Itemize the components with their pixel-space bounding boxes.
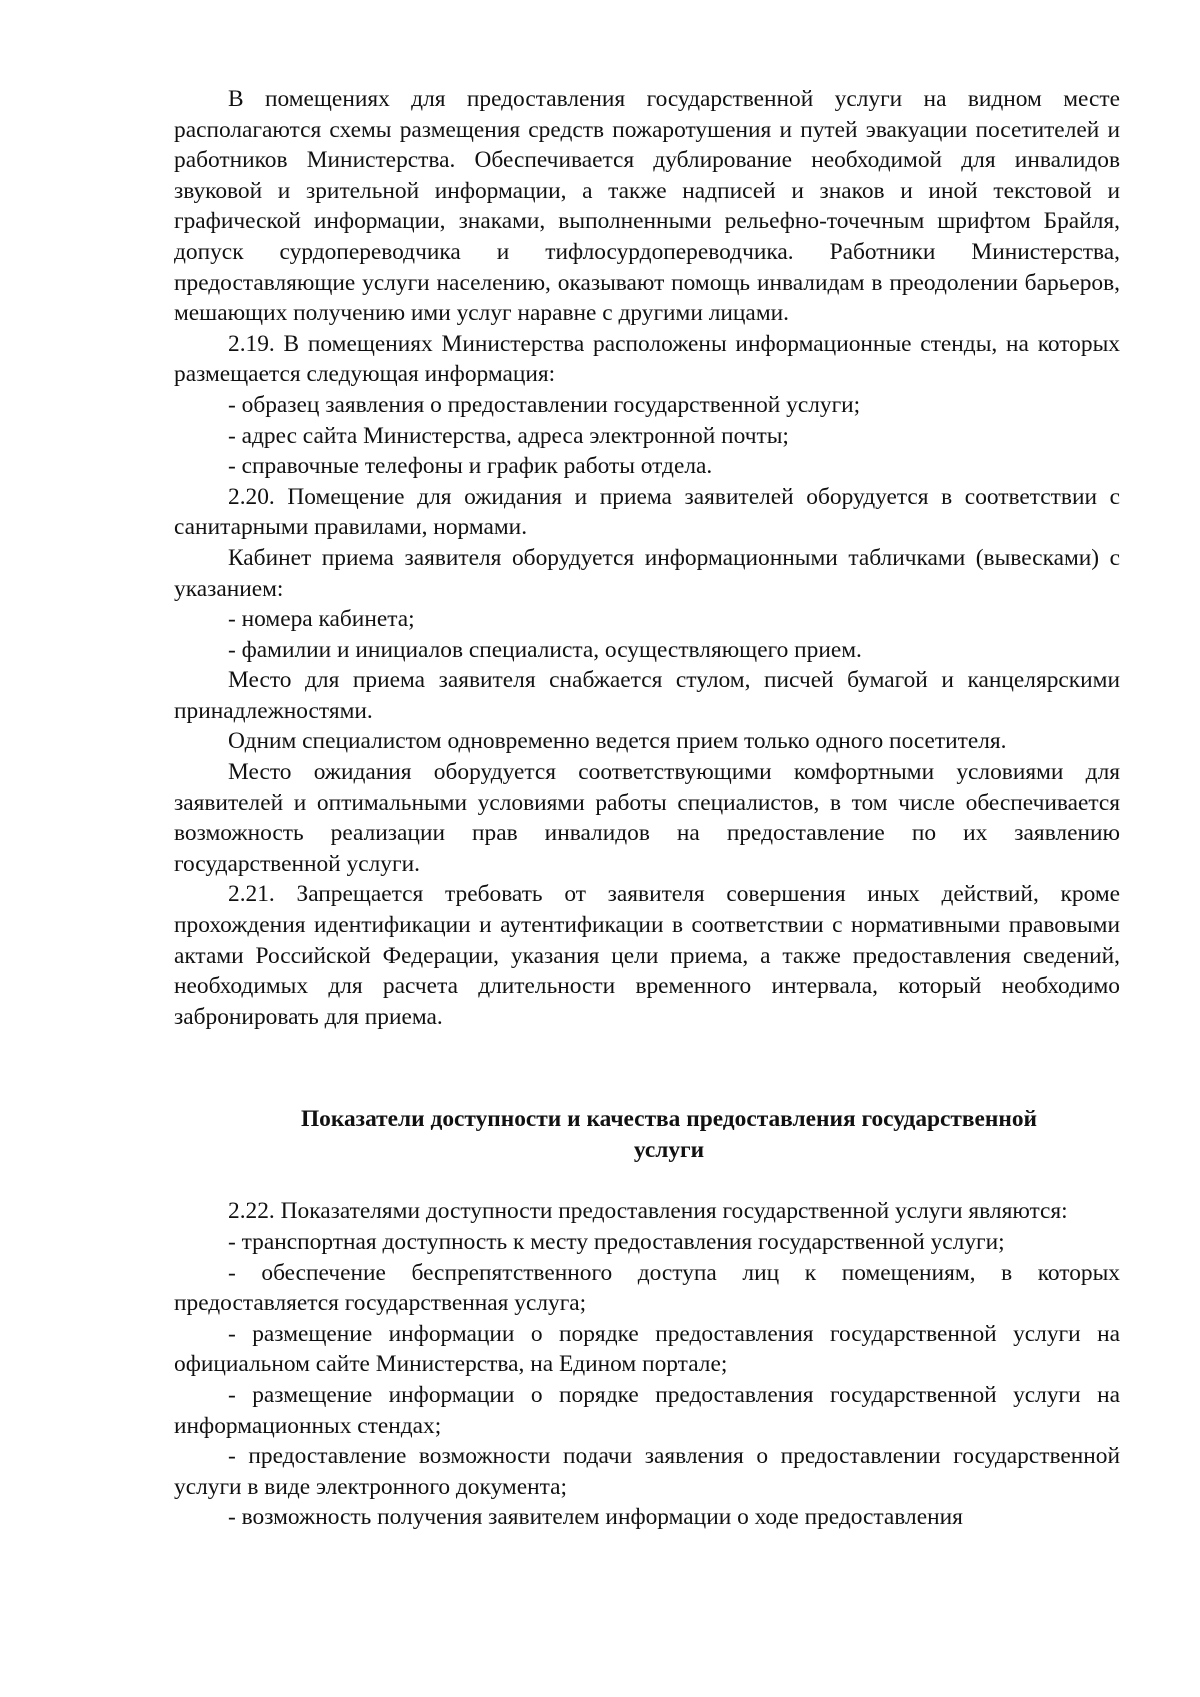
- list-item: - адрес сайта Министерства, адреса электронной почты;: [228, 422, 789, 449]
- list-item: - фамилии и инициалов специалиста, осуществляющего прием.: [228, 636, 862, 663]
- list-item: - номера кабинета;: [228, 606, 415, 633]
- list-item: - обеспечение беспрепятственного доступа лиц к помещениям, в которых предоставляется государственная услуга;: [174, 1259, 1120, 1317]
- section-heading-line: услуги: [633, 1137, 705, 1164]
- list-item: - справочные телефоны и график работы отдела.: [228, 453, 713, 480]
- list-item: - размещение информации о порядке предоставления государственной услуги на информационных стендах;: [174, 1381, 1120, 1439]
- document-body: [174, 84, 1120, 1533]
- paragraph-waiting-place: Место ожидания оборудуется соответствующими комфортными условиями для заявителей и оптимальными условиями работы специалистов, в том числе обеспечивается возможность реализации прав инвалидов на предоставление по их заявлению государственной услуги.: [174, 759, 1120, 877]
- paragraph-accessibility: В помещениях для предоставления государственной услуги на видном месте располагаются схемы размещения средств пожаротушения и путей эвакуации посетителей и работников Министерства. Обеспечивается дублирование необходимой для инвалидов звуковой и зрительной информации, а также надписей и знаков и иной текстовой и графической информации, знаками, выполненными рельефно-точечным шрифтом Брайля, допуск сурдопереводчика и тифлосурдопереводчика. Работники Министерства, предоставляющие услуги населению, оказывают помощь инвалидам в преодолении барьеров, мешающих получению ими услуг наравне с другими лицами.: [174, 86, 1120, 327]
- paragraph-2-19: 2.19. В помещениях Министерства расположены информационные стенды, на которых размещается следующая информация:: [174, 330, 1120, 388]
- paragraph-reception-place: Место для приема заявителя снабжается стулом, писчей бумагой и канцелярскими принадлежностями.: [174, 667, 1120, 724]
- section-heading: [174, 1104, 1120, 1166]
- paragraph-cabinet: Кабинет приема заявителя оборудуется информационными табличками (вывесками) с указанием:: [174, 544, 1120, 602]
- list-item: - возможность получения заявителем информации о ходе предоставления: [228, 1504, 963, 1531]
- paragraph-one-visitor: Одним специалистом одновременно ведется прием только одного посетителя.: [228, 728, 1007, 755]
- paragraph-2-20: 2.20. Помещение для ожидания и приема заявителей оборудуется в соответствии с санитарными правилами, нормами.: [174, 483, 1120, 541]
- paragraph-2-21: 2.21. Запрещается требовать от заявителя совершения иных действий, кроме прохождения идентификации и аутентификации в соответствии с нормативными правовыми актами Российской Федерации, указания цели приема, а также предоставления сведений, необходимых для расчета длительности временного интервала, который необходимо забронировать для приема.: [174, 881, 1120, 1030]
- list-item: - образец заявления о предоставлении государственной услуги;: [228, 391, 861, 418]
- list-item: - предоставление возможности подачи заявления о предоставлении государственной услуги в виде электронного документа;: [174, 1443, 1120, 1500]
- paragraph-2-22: 2.22. Показателями доступности предоставления государственной услуги являются:: [228, 1198, 1068, 1225]
- section-heading-line: Показатели доступности и качества предоставления государственной: [300, 1106, 1038, 1133]
- list-item: - размещение информации о порядке предоставления государственной услуги на официальном сайте Министерства, на Едином портале;: [174, 1320, 1120, 1378]
- list-item: - транспортная доступность к месту предоставления государственной услуги;: [228, 1229, 1005, 1255]
